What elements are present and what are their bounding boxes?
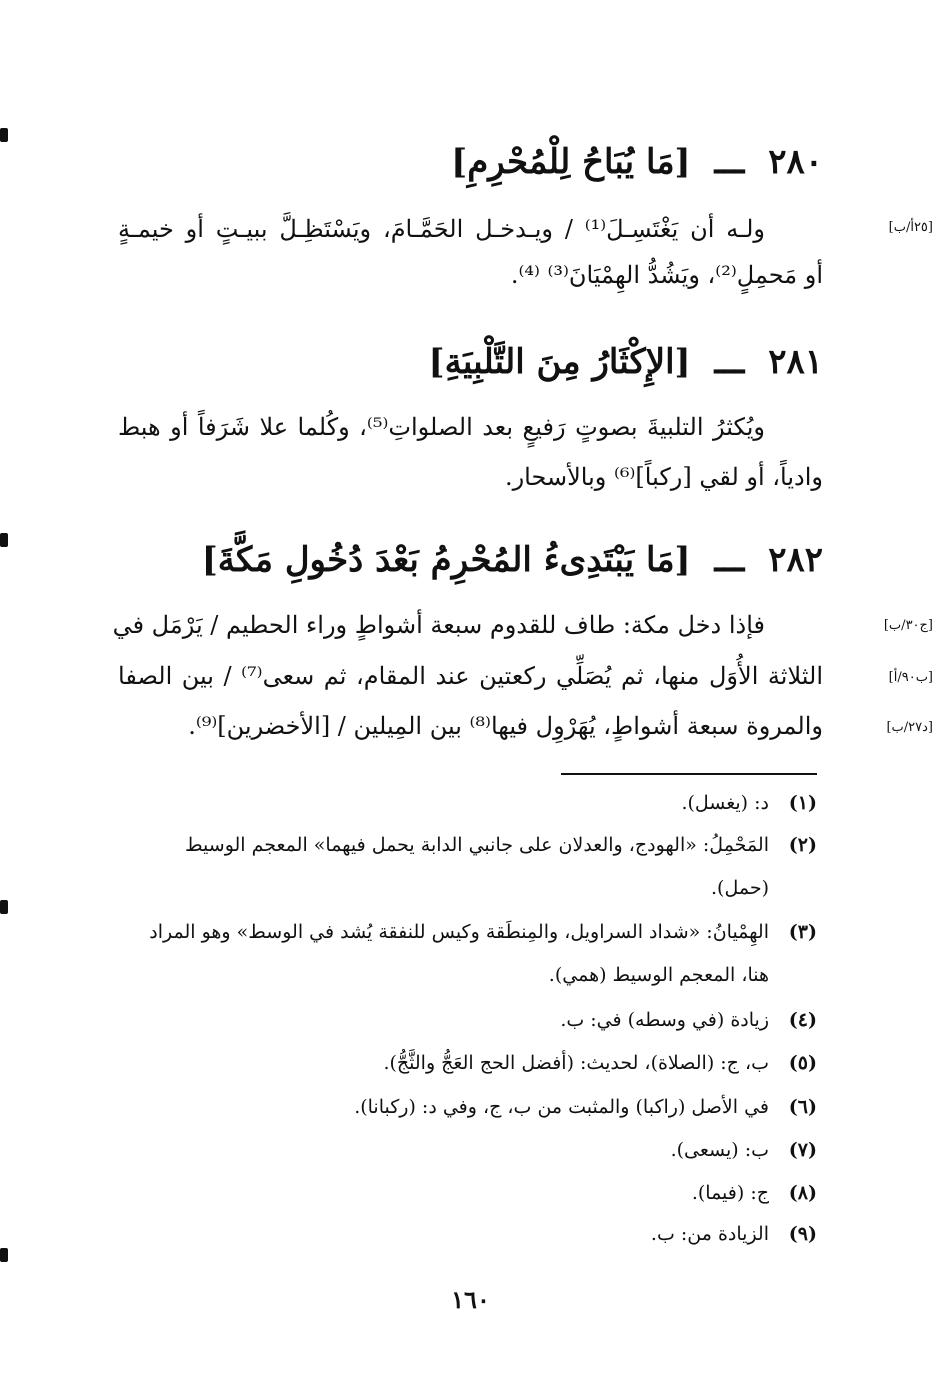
footnote-number: (١) bbox=[788, 792, 817, 814]
margin-note: [ج٣٠/ب] bbox=[883, 618, 933, 633]
footnote bbox=[117, 1130, 817, 1170]
paragraph-line: فإذا دخل مكة: طاف للقدوم سبعة أشواطٍ وراء الحطيم / يَرْمَل في bbox=[112, 611, 765, 639]
footnote bbox=[117, 825, 817, 865]
footnote-text: الهِمْيانُ: «شداد السراويل، والمِنطَقة وكيس للنفقة يُشد في الوسط» وهو المراد bbox=[149, 921, 769, 943]
footnote-text: هنا، المعجم الوسيط (همي). bbox=[548, 964, 769, 986]
footnote-text: ب، ج: (الصلاة)، لحديث: (أفضل الحج العَجُّ والثَّجُّ). bbox=[383, 1052, 769, 1074]
footnote bbox=[117, 912, 817, 952]
section-dash: ـــ bbox=[714, 142, 745, 182]
footnote-separator bbox=[561, 773, 817, 775]
margin-note: [ب٩٠/أ] bbox=[888, 670, 933, 685]
paragraph-line: وادياً، أو لقي [ركباً]⁽⁶⁾ وبالأسحار. bbox=[504, 463, 823, 491]
section-number: ٢٨٢ bbox=[768, 540, 823, 580]
section-heading bbox=[429, 340, 823, 384]
section-heading bbox=[202, 538, 823, 582]
section-number: ٢٨٠ bbox=[768, 142, 823, 182]
section-heading bbox=[451, 140, 823, 184]
section-title: [الإِكْثَارُ مِنَ التَّلْبِيَةِ] bbox=[428, 342, 691, 382]
footnote bbox=[117, 1087, 817, 1127]
footnote bbox=[117, 1000, 817, 1040]
footnote-number: (٣) bbox=[788, 921, 817, 943]
footnote-number: (٧) bbox=[788, 1139, 817, 1161]
footnote-text: في الأصل (راكبا) والمثبت من ب، ج، وفي د: (ركبانا). bbox=[354, 1096, 769, 1118]
footnote-number: (٩) bbox=[788, 1223, 817, 1245]
footnote-text: د: (يغسل). bbox=[681, 792, 769, 814]
footnote-text: المَحْمِلُ: «الهودج، والعدلان على جانبي الدابة يحمل فيهما» المعجم الوسيط bbox=[185, 834, 769, 856]
paragraph-line: ويُكثرُ التلبيةَ بصوتٍ رَفيعٍ بعد الصلواتِ⁽⁵⁾، وكُلما علا شَرَفاً أو هبط bbox=[118, 413, 765, 441]
footnote-number: (٦) bbox=[788, 1096, 817, 1118]
footnote-text: ج: (فيما). bbox=[691, 1182, 769, 1204]
footnote-text: الزيادة من: ب. bbox=[650, 1223, 769, 1245]
footnote-number: (٥) bbox=[788, 1052, 817, 1074]
footnote-number: (٨) bbox=[788, 1182, 817, 1204]
footnote bbox=[117, 1043, 817, 1083]
binding-mark bbox=[0, 533, 8, 547]
paragraph-line: أو مَحمِلٍ⁽²⁾، ويَشُدُّ الهِمْيَانَ⁽³⁾ ⁽⁴⁾. bbox=[510, 261, 823, 289]
binding-mark bbox=[0, 128, 8, 142]
footnote-text: زيادة (في وسطه) في: ب. bbox=[560, 1009, 769, 1031]
section-dash: ـــ bbox=[714, 540, 745, 580]
footnote-text: (حمل). bbox=[711, 877, 769, 899]
margin-note: [٢٥أ/ب] bbox=[888, 220, 933, 235]
footnote-number: (٤) bbox=[788, 1009, 817, 1031]
paragraph-line: الثلاثة الأُوَل منها، ثم يُصَلِّي ركعتين عند المقام، ثم سعى⁽⁷⁾ / بين الصفا bbox=[118, 662, 823, 690]
binding-mark bbox=[0, 1248, 8, 1262]
section-dash: ـــ bbox=[714, 342, 745, 382]
footnote bbox=[117, 1214, 817, 1254]
margin-note: [د٢٧/ب] bbox=[886, 720, 933, 735]
paragraph-line: ولـه أن يَغْتَسِـلَ⁽¹⁾ / ويـدخـل الحَمَّـامَ، ويَسْتَظِـلَّ ببيـتٍ أو خيمـةٍ bbox=[118, 215, 765, 243]
binding-mark bbox=[0, 900, 8, 914]
footnote-number: (٢) bbox=[788, 834, 817, 856]
section-number: ٢٨١ bbox=[768, 342, 823, 382]
footnote bbox=[117, 1173, 817, 1213]
footnote-text: ب: (يسعى). bbox=[670, 1139, 769, 1161]
footnote bbox=[117, 783, 817, 823]
section-title: [مَا يَبْتَدِىءُ المُحْرِمُ بَعْدَ دُخُولِ مَكَّةَ] bbox=[201, 540, 691, 580]
page-number: ١٦٠ bbox=[451, 1285, 490, 1314]
section-title: [مَا يُبَاحُ لِلْمُحْرِمِ] bbox=[451, 142, 691, 182]
paragraph-line: والمروة سبعة أشواطٍ، يُهَرْوِل فيها⁽⁸⁾ بين المِيلين / [الأخضرين]⁽⁹⁾. bbox=[188, 712, 823, 740]
